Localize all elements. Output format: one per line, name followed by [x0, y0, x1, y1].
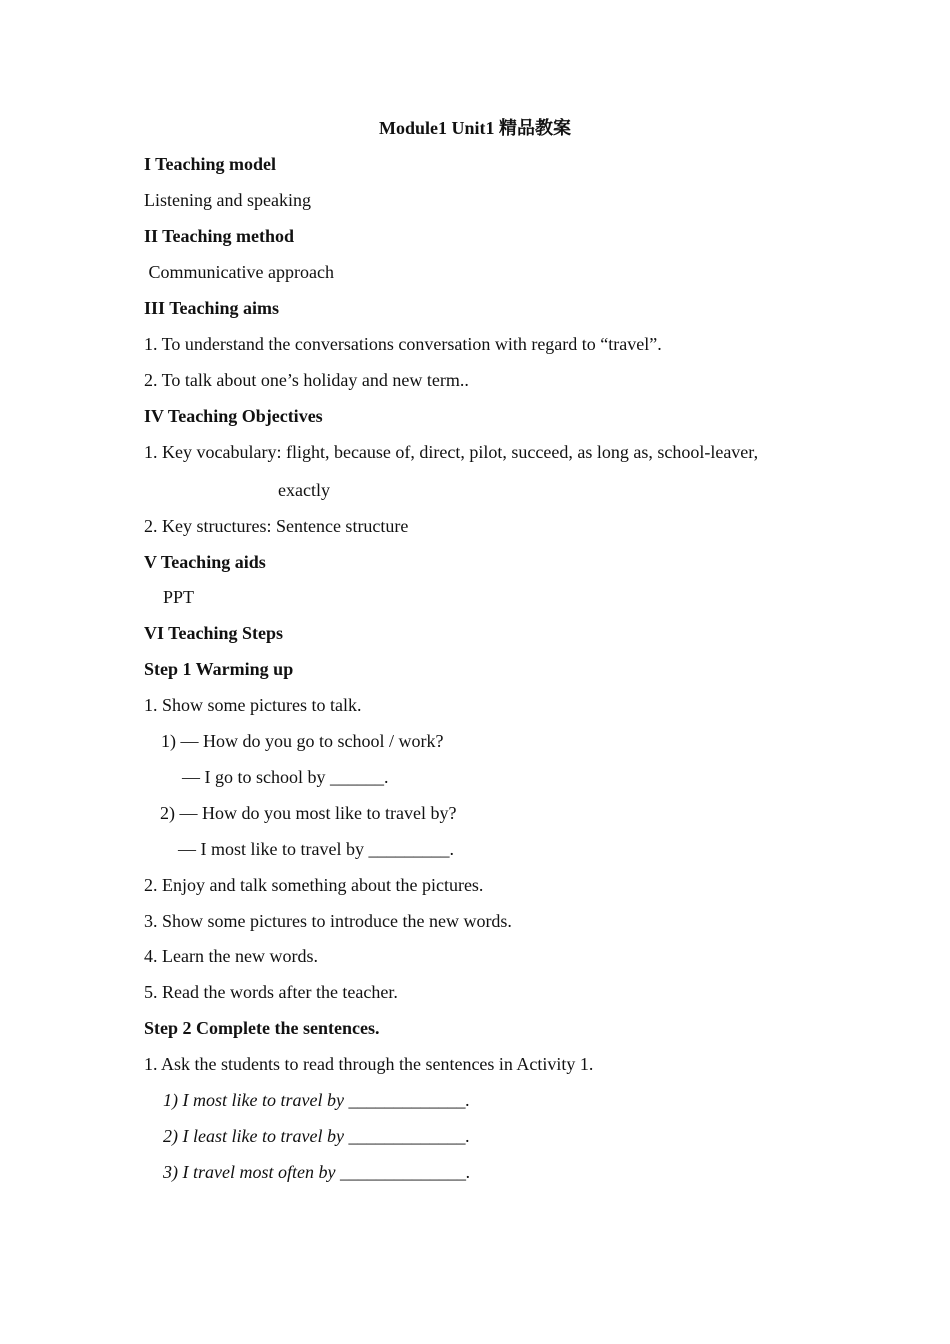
section-heading-teaching-aims: III Teaching aims: [144, 298, 280, 318]
section-heading-teaching-aids: V Teaching aids: [144, 552, 266, 572]
step1-line: — I most like to travel by _________.: [178, 839, 454, 859]
step1-line: 5. Read the words after the teacher.: [144, 982, 398, 1002]
section-heading-teaching-method: II Teaching method: [144, 226, 295, 246]
step1-line: 2. Enjoy and talk something about the pictures.: [144, 875, 484, 895]
aims-item-1: 1. To understand the conversations conversation with regard to “travel”.: [144, 334, 662, 354]
step1-line: 3. Show some pictures to introduce the new words.: [144, 911, 512, 931]
step2-sentence: 2) I least like to travel by _____________.: [163, 1126, 470, 1146]
step1-line: — I go to school by ______.: [182, 767, 389, 787]
step1-heading: Step 1 Warming up: [144, 659, 294, 679]
section-heading-teaching-model: I Teaching model: [144, 154, 277, 174]
aims-item-2: 2. To talk about one’s holiday and new term..: [144, 370, 469, 390]
step1-line: 2) — How do you most like to travel by?: [160, 803, 457, 823]
section-heading-teaching-objectives: IV Teaching Objectives: [144, 406, 323, 426]
step2-sentence: 3) I travel most often by ______________.: [163, 1162, 471, 1182]
step1-line: 1. Show some pictures to talk.: [144, 695, 362, 715]
objectives-item-2: 2. Key structures: Sentence structure: [144, 516, 409, 536]
teaching-method-text: Communicative approach: [144, 262, 334, 282]
teaching-model-text: Listening and speaking: [144, 190, 311, 210]
teaching-aids-text: PPT: [163, 587, 195, 607]
objectives-item-1-continued: exactly: [278, 480, 330, 500]
page-title: Module1 Unit1 精品教案: [378, 118, 571, 138]
objectives-item-1: 1. Key vocabulary: flight, because of, direct, pilot, succeed, as long as, school-leaver,: [144, 442, 759, 462]
step2-sentence: 1) I most like to travel by _____________.: [163, 1090, 470, 1110]
step1-line: 4. Learn the new words.: [144, 946, 318, 966]
step2-intro: 1. Ask the students to read through the sentences in Activity 1.: [144, 1054, 594, 1074]
step2-heading: Step 2 Complete the sentences.: [144, 1018, 380, 1038]
step1-line: 1) — How do you go to school / work?: [161, 731, 444, 751]
section-heading-teaching-steps: VI Teaching Steps: [144, 623, 284, 643]
